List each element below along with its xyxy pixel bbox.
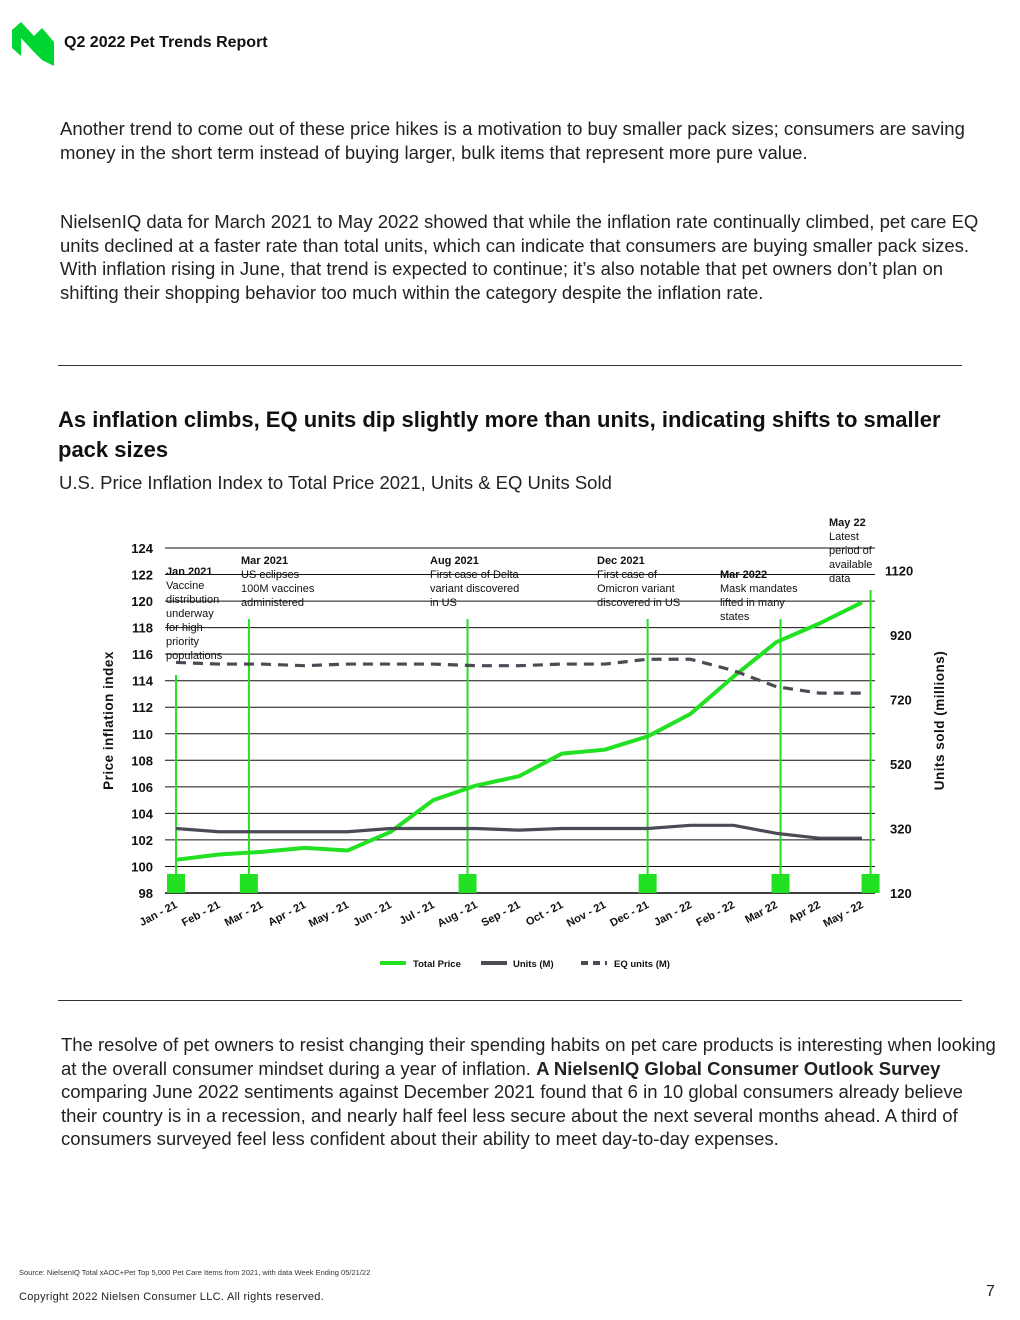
y2-tick-label: 720	[890, 692, 912, 708]
y2-tick-label: 520	[890, 757, 912, 773]
paragraph3-text-start: The resolve of pet owners to resist changing their spending habits on pet care products is interesting when looking at the overall consumer mindset during a year of inflation.	[61, 1034, 996, 1079]
annotation-text: lifted in many	[720, 597, 785, 609]
event-marker-square	[459, 874, 477, 893]
divider-bottom	[58, 1000, 962, 1001]
y-tick-label: 118	[132, 620, 153, 636]
y-tick-label: 124	[131, 541, 153, 556]
y-tick-label: 114	[132, 673, 153, 689]
event-marker-square	[862, 874, 880, 893]
annotation-title: Aug 2021	[430, 555, 479, 567]
annotation-text: distribution	[166, 594, 220, 606]
paragraph3-text-end: comparing June 2022 sentiments against December 2021 found that 6 in 10 global consumers already believe their country is in a recession, and nearly half feel less secure about the next several months ahead. A third of consumers surveyed feel less confident about their ability to meet day-to-day expenses.	[61, 1081, 963, 1149]
annotation-text: First case of	[597, 569, 657, 581]
annotation-text: available	[829, 559, 873, 571]
event-marker-square	[639, 874, 657, 893]
x-tick-label: Aug - 21	[435, 899, 480, 931]
x-tick-label: Sep - 21	[479, 899, 523, 930]
y-tick-label: 104	[131, 806, 153, 822]
y2-tick-label: 120	[890, 886, 912, 901]
x-tick-label: May - 22	[821, 899, 866, 931]
y-tick-label: 106	[131, 779, 153, 795]
data-paragraph: NielsenIQ data for March 2021 to May 2022 showed that while the inflation rate continually climbed, pet care EQ units declined at a faster rate than total units, which can indicate that consumers are buying smaller pack sizes. With inflation rising in June, that trend is expected to continue; it’s also notable that pet owners don’t plan on shifting their shopping behavior too much within the category despite the inflation rate.	[60, 211, 979, 303]
x-tick-label: Oct - 21	[524, 899, 566, 929]
y-tick-label: 112	[132, 700, 153, 716]
y-tick-label: 116	[132, 647, 153, 663]
legend-label: EQ units (M)	[614, 959, 670, 970]
intro-paragraph: Another trend to come out of these price hikes is a motivation to buy smaller pack sizes; consumers are saving money in the short term instead of buying larger, bulk items that represent more pure value.	[60, 118, 965, 163]
annotation-text: for high	[166, 622, 203, 634]
annotation-text: in US	[430, 597, 457, 609]
x-tick-label: Dec - 21	[608, 899, 652, 930]
annotation-text: priority	[166, 636, 200, 648]
annotation-title: Mar 2022	[720, 569, 768, 581]
x-tick-label: Apr - 21	[266, 899, 309, 929]
legend-label: Units (M)	[513, 959, 554, 970]
series-line	[176, 602, 862, 859]
y-tick-label: 108	[131, 753, 153, 769]
source-note: Source: NielsenIQ Total xAOC+Pet Top 5,000 Pet Care Items from 2021, with data Week Ending 05/21/22	[19, 1268, 371, 1277]
y2-axis-label: Units sold (millions)	[932, 650, 947, 791]
annotation-text: populations	[166, 650, 223, 662]
annotation-text: First case of Delta	[430, 569, 519, 581]
y-tick-label: 100	[131, 859, 153, 875]
consumer-outlook-paragraph	[61, 1033, 1001, 1151]
y-tick-label: 102	[131, 832, 153, 848]
series-line	[176, 825, 862, 838]
annotation-text: states	[720, 611, 750, 623]
logo-diagonal-stroke	[21, 22, 34, 52]
annotation-text: administered	[241, 597, 304, 609]
y-tick-label: 120	[131, 594, 153, 610]
annotation-text: US eclipses	[241, 569, 300, 581]
survey-name-link: A NielsenIQ Global Consumer Outlook Survey	[536, 1057, 941, 1079]
x-tick-label: Nov - 21	[564, 899, 609, 930]
annotation-title: Jan 2021	[166, 566, 213, 578]
annotation-text: period of	[829, 545, 872, 557]
x-tick-label: Mar - 21	[222, 899, 266, 930]
event-marker-square	[167, 874, 185, 893]
y2-tick-label: 320	[890, 821, 912, 837]
annotation-text: Vaccine	[166, 580, 205, 592]
x-tick-label: Feb - 22	[694, 899, 737, 930]
inflation-units-chart	[0, 505, 1020, 980]
annotation-text: Mask mandates	[720, 583, 798, 595]
x-tick-label: Feb - 21	[179, 899, 223, 930]
x-tick-label: Apr 22	[786, 899, 823, 926]
y-tick-label: 122	[131, 567, 153, 583]
y-tick-label: 98	[138, 886, 153, 901]
annotation-text: 100M vaccines	[241, 583, 315, 595]
x-tick-label: May - 21	[306, 899, 351, 931]
y2-tick-label: 920	[890, 628, 912, 644]
legend-label: Total Price	[413, 959, 461, 970]
x-tick-label: Jun - 21	[351, 899, 394, 930]
chart-title: As inflation climbs, EQ units dip slightly more than units, indicating shifts to smaller pack sizes	[58, 407, 941, 462]
annotation-title: Dec 2021	[597, 555, 645, 567]
x-tick-label: Jan - 21	[137, 899, 180, 929]
annotation-text: Omicron variant	[597, 583, 675, 595]
annotation-title: Mar 2021	[241, 555, 289, 567]
x-tick-label: Jan - 22	[652, 899, 694, 929]
event-marker-square	[240, 874, 258, 893]
logo-middle-stroke	[34, 28, 42, 60]
y-tick-label: 110	[132, 726, 153, 742]
annotation-title: May 22	[829, 517, 866, 529]
y2-tick-label: 1120	[885, 563, 914, 579]
nielseniq-logo-icon	[12, 22, 54, 66]
series-line	[176, 659, 862, 693]
x-tick-label: Mar 22	[743, 899, 780, 927]
y-axis-label: Price inflation index	[101, 651, 116, 790]
copyright-notice: Copyright 2022 Nielsen Consumer LLC. All rights reserved.	[19, 1291, 325, 1303]
report-title: Q2 2022 Pet Trends Report	[64, 34, 268, 51]
annotation-text: discovered in US	[597, 597, 681, 609]
divider-top	[58, 365, 962, 366]
annotation-text: data	[829, 573, 851, 585]
chart-subtitle: U.S. Price Inflation Index to Total Price 2021, Units & EQ Units Sold	[59, 472, 612, 493]
annotation-text: variant discovered	[430, 583, 520, 595]
annotation-text: Latest	[829, 531, 859, 543]
page-number: 7	[986, 1283, 995, 1300]
x-tick-label: Jul - 21	[397, 899, 437, 928]
logo-right-stroke	[42, 28, 54, 66]
annotation-text: underway	[166, 608, 214, 620]
logo-left-stroke	[12, 22, 21, 56]
event-marker-square	[772, 874, 790, 893]
